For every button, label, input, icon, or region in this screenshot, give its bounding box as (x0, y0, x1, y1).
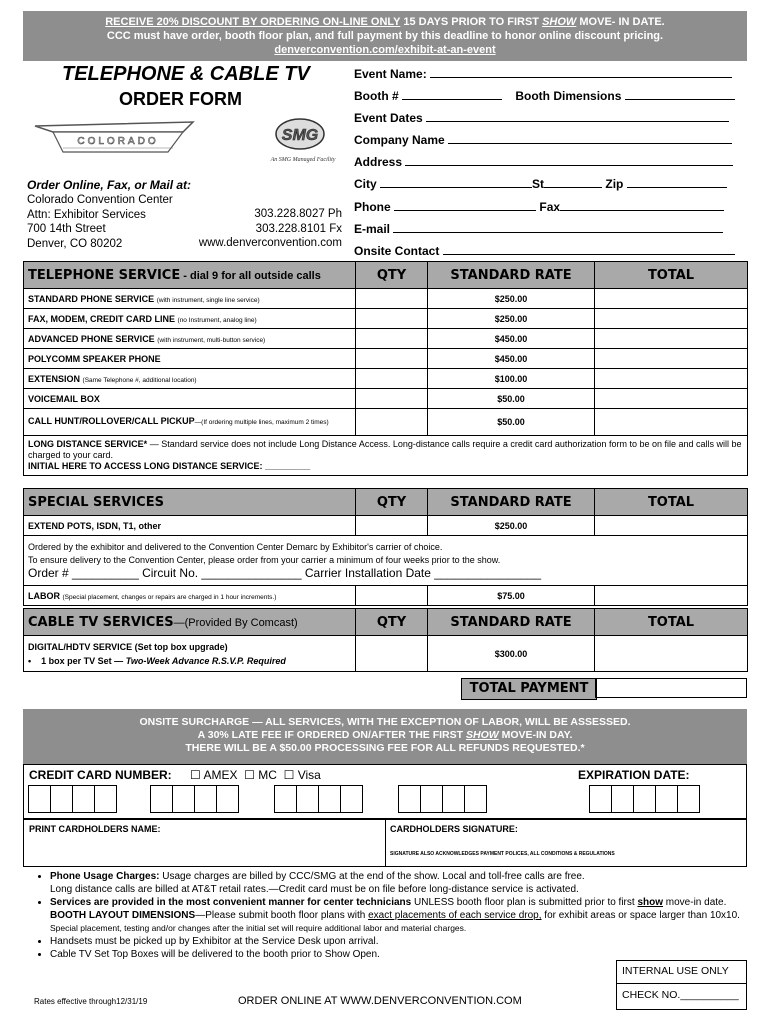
service-note: —(If ordering multiple lines, maximum 2 times) (194, 419, 329, 426)
table-row (24, 389, 748, 409)
divider (617, 983, 746, 984)
city-field[interactable]: City St Zip (354, 176, 727, 191)
qty-cell[interactable] (356, 516, 428, 536)
qty-cell[interactable] (356, 389, 428, 409)
total-cell[interactable] (595, 309, 748, 329)
amex-label: AMEX (203, 768, 238, 782)
phone-field[interactable]: Phone Fax (354, 199, 724, 214)
surcharge-line: THERE WILL BE A $50.00 PROCESSING FEE FOR ALL REFUNDS REQUESTED.* (185, 742, 585, 754)
special-services-table (23, 488, 748, 606)
phone-number: 303.228.8027 Ph (254, 208, 342, 220)
labor-row (24, 586, 748, 606)
table-row (24, 369, 748, 389)
qty-cell[interactable] (356, 636, 428, 672)
service-name: LABOR (28, 590, 60, 601)
service-note: (with instrument, single line service) (156, 296, 260, 304)
service-note: (Special placement, changes or repairs are charged in 1 hour increments.) (62, 593, 277, 601)
table-row (24, 289, 748, 309)
amex-checkbox[interactable]: ☐ (190, 768, 201, 782)
banner-link[interactable]: denverconvention.com/exhibit-at-an-event (274, 44, 496, 56)
cable-heading-note: —(Provided By Comcast) (173, 616, 298, 629)
cc-digits-group-1[interactable] (28, 785, 116, 813)
qty-cell[interactable] (356, 349, 428, 369)
address-line: Colorado Convention Center (27, 194, 173, 206)
cc-label: CREDIT CARD NUMBER: (29, 768, 172, 782)
print-name-label: PRINT CARDHOLDERS NAME: (29, 824, 161, 834)
mailing-address (27, 193, 173, 251)
rate-cell: $450.00 (428, 349, 595, 369)
special-note-row (24, 536, 748, 586)
ld-title: LONG DISTANCE SERVICE* (28, 439, 148, 449)
print-name-field[interactable] (24, 820, 385, 866)
service-name: STANDARD PHONE SERVICE (28, 293, 155, 304)
total-payment-label: TOTAL PAYMENT (461, 678, 597, 700)
table-row (24, 349, 748, 369)
terms-list (30, 870, 745, 961)
table-row (24, 409, 748, 436)
total-cell[interactable] (595, 389, 748, 409)
list-item: • Services are provided in the most convenient manner for center technicians UNLESS booth floor plan is submitted prior to first show move-in date. BOOTH LAYOUT DIMENSIONS—Please submit booth floor plans with exact placements of each service drop, for exhibit areas or space larger than 10x10. Special placement, testing and/or changes after the initial set will require additional labor and material charges. (50, 896, 745, 935)
list-item: • Cable TV Set Top Boxes will be delivered to the booth prior to Show Open. (50, 948, 745, 961)
card-type-options (190, 768, 321, 782)
expiration-digits[interactable] (589, 785, 699, 813)
ld-text: — Standard service does not include Long Distance Access. Long-distance calls require a credit card authorization form to be on file and calls will be charged to your card. (28, 439, 742, 460)
service-note: (Same Telephone #, additional location) (82, 376, 197, 384)
address-line: Denver, CO 80202 (27, 237, 123, 250)
logo-text: COLORADO (77, 136, 159, 147)
surcharge-line: MOVE-IN DAY. (501, 729, 573, 741)
rate-cell: $75.00 (428, 586, 595, 606)
banner-line2: CCC must have order, booth floor plan, and full payment by this deadline to honor online discount pricing. (106, 30, 664, 42)
qty-header: QTY (356, 489, 428, 516)
company-name-field[interactable]: Company Name (354, 132, 732, 147)
service-note: 1 box per TV Set — (41, 655, 126, 666)
surcharge-line: A 30% LATE FEE IF ORDERED ON/AFTER THE FIRST (197, 729, 464, 741)
qty-cell[interactable] (356, 329, 428, 349)
rate-header: STANDARD RATE (428, 489, 595, 516)
special-heading: SPECIAL SERVICES (28, 494, 164, 510)
total-cell[interactable] (595, 409, 748, 436)
onsite-contact-field[interactable]: Onsite Contact (354, 243, 735, 258)
smg-logo (263, 117, 343, 165)
rsvp-note: Two-Week Advance R.S.V.P. Required (125, 655, 286, 666)
rate-cell: $50.00 (428, 389, 595, 409)
total-header: TOTAL (595, 609, 748, 636)
qty-cell[interactable] (356, 369, 428, 389)
address-line: Attn: Exhibitor Services (27, 208, 146, 221)
service-name: VOICEMAIL BOX (28, 393, 100, 404)
rate-header: STANDARD RATE (428, 609, 595, 636)
total-header: TOTAL (595, 262, 748, 289)
service-name: POLYCOMM SPEAKER PHONE (28, 353, 161, 364)
cable-tv-table (23, 608, 748, 672)
special-header-row (24, 489, 748, 516)
service-note: (no Instrument, analog line) (177, 316, 257, 324)
event-name-field[interactable]: Event Name: (354, 66, 732, 81)
cable-heading: CABLE TV SERVICES (28, 614, 174, 630)
cc-digits-group-3[interactable] (274, 785, 362, 813)
smg-text: SMG (281, 127, 319, 144)
fax-number: 303.228.8101 Fx (255, 222, 342, 235)
surcharge-banner (23, 709, 747, 764)
signature-label: CARDHOLDERS SIGNATURE: (390, 824, 518, 834)
order-online-footer[interactable]: ORDER ONLINE AT WWW.DENVERCONVENTION.COM (238, 995, 522, 1007)
smg-sub: An SMG Managed Facility (270, 157, 336, 163)
cable-header-row (24, 609, 748, 636)
divider (385, 820, 386, 866)
total-header: TOTAL (595, 489, 748, 516)
service-name: CALL HUNT/ROLLOVER/CALL PICKUP (28, 416, 195, 426)
internal-use-box (616, 960, 747, 1010)
visa-checkbox[interactable]: ☐ (283, 768, 295, 782)
email-field[interactable]: E-mail (354, 221, 723, 236)
form-title: TELEPHONE & CABLE TV (62, 63, 310, 85)
total-cell[interactable] (595, 516, 748, 536)
long-distance-row (24, 436, 748, 476)
special-note: To ensure delivery to the Convention Center, please order from your carrier a minimum of four weeks prior to the show. (28, 555, 501, 565)
rate-cell: $250.00 (428, 289, 595, 309)
service-name: ADVANCED PHONE SERVICE (28, 333, 155, 344)
list-item: • Phone Usage Charges: Usage charges are billed by CCC/SMG at the end of the show. Local and toll-free calls are free. Long distance calls are billed at AT&T retail rates.—Credit card must be on file before long-distance service is activated. (50, 870, 745, 896)
qty-cell[interactable] (356, 309, 428, 329)
banner-show: SHOW (542, 16, 577, 28)
telephone-service-table (23, 261, 748, 476)
banner-days: 15 DAYS PRIOR TO FIRST (403, 16, 540, 28)
ld-initial[interactable]: INITIAL HERE TO ACCESS LONG DISTANCE SERVICE: _________ (28, 461, 311, 471)
table-row (24, 329, 748, 349)
table-row (24, 516, 748, 536)
surcharge-line: ONSITE SURCHARGE — ALL SERVICES, WITH THE EXCEPTION OF LABOR, WILL BE ASSESSED. (139, 716, 631, 728)
service-note: (with instrument, multi-button service) (157, 336, 266, 344)
qty-cell[interactable] (356, 586, 428, 606)
rate-cell: $100.00 (428, 369, 595, 389)
banner-discount: RECEIVE 20% DISCOUNT BY ORDERING ON-LINE ONLY (105, 16, 401, 28)
rates-effective: Rates effective through12/31/19 (34, 997, 148, 1006)
zip-label: Zip (605, 177, 624, 191)
rate-cell: $450.00 (428, 329, 595, 349)
service-name: DIGITAL/HDTV SERVICE (Set top box upgrade) (28, 641, 228, 652)
table-row: DIGITAL/HDTV SERVICE (Set top box upgrade) • 1 box per TV Set — Two-Week Advance R.S.V.P. Required $300.00 (24, 636, 748, 672)
qty-cell[interactable] (356, 289, 428, 309)
table-row (24, 309, 748, 329)
address-line: 700 14th Street (27, 223, 106, 235)
credit-card-section (23, 764, 747, 819)
rate-cell: $300.00 (428, 636, 595, 672)
address-field[interactable]: Address (354, 154, 733, 169)
signature-note: SIGNATURE ALSO ACKNOWLEDGES PAYMENT POLICES, ALL CONDITIONS & REGULATIONS (390, 851, 615, 857)
qty-header: QTY (356, 262, 428, 289)
state-label: St (532, 177, 545, 191)
mc-label: MC (258, 768, 277, 782)
total-cell[interactable] (595, 329, 748, 349)
telephone-header-row (24, 262, 748, 289)
service-name: FAX, MODEM, CREDIT CARD LINE (28, 313, 176, 324)
cc-digits-group-4[interactable] (398, 785, 486, 813)
order-online-heading: Order Online, Fax, or Mail at: (27, 178, 192, 192)
booth-dimensions-label: Booth Dimensions (515, 89, 622, 103)
booth-field[interactable]: Booth # Booth Dimensions (354, 88, 735, 103)
total-cell[interactable] (595, 636, 748, 672)
internal-use-label: INTERNAL USE ONLY (622, 965, 729, 977)
rate-cell: $250.00 (428, 516, 595, 536)
event-dates-field[interactable]: Event Dates (354, 110, 729, 125)
surcharge-show: SHOW (465, 729, 499, 741)
visa-label: Visa (297, 768, 321, 782)
total-payment-field[interactable] (595, 678, 747, 698)
special-note: Ordered by the exhibitor and delivered to the Convention Center Demarc by Exhibitor's carrier of choice. (28, 542, 443, 552)
telephone-heading-note: - dial 9 for all outside calls (180, 269, 321, 282)
total-cell[interactable] (595, 349, 748, 369)
fax-label: Fax (539, 200, 561, 214)
cardholder-section (23, 819, 747, 867)
website[interactable]: www.denverconvention.com (198, 237, 342, 249)
rate-header: STANDARD RATE (428, 262, 595, 289)
colorado-logo (33, 118, 203, 160)
form-subtitle: ORDER FORM (119, 89, 242, 109)
service-name: EXTENSION (28, 373, 81, 384)
rate-cell: $250.00 (428, 309, 595, 329)
rate-cell: $50.00 (428, 409, 595, 436)
contact-numbers (190, 207, 342, 251)
banner-movein: MOVE- IN DATE. (579, 16, 665, 28)
list-item: • Handsets must be picked up by Exhibitor at the Service Desk upon arrival. (50, 935, 745, 948)
discount-banner (23, 11, 747, 61)
telephone-heading: TELEPHONE SERVICE (28, 267, 181, 283)
total-cell[interactable] (595, 586, 748, 606)
qty-header: QTY (356, 609, 428, 636)
expiration-label: EXPIRATION DATE: (578, 768, 690, 782)
total-cell[interactable] (595, 289, 748, 309)
service-name: EXTEND POTS, ISDN, T1, other (24, 516, 356, 536)
cc-digits-group-2[interactable] (150, 785, 238, 813)
order-circuit-line[interactable]: Order # __________ Circuit No. _______________ Carrier Installation Date ________________ (28, 566, 542, 580)
mc-checkbox[interactable]: ☐ (244, 768, 255, 782)
qty-cell[interactable] (356, 409, 428, 436)
check-no-field[interactable]: CHECK NO.__________ (622, 989, 739, 1001)
total-cell[interactable] (595, 369, 748, 389)
